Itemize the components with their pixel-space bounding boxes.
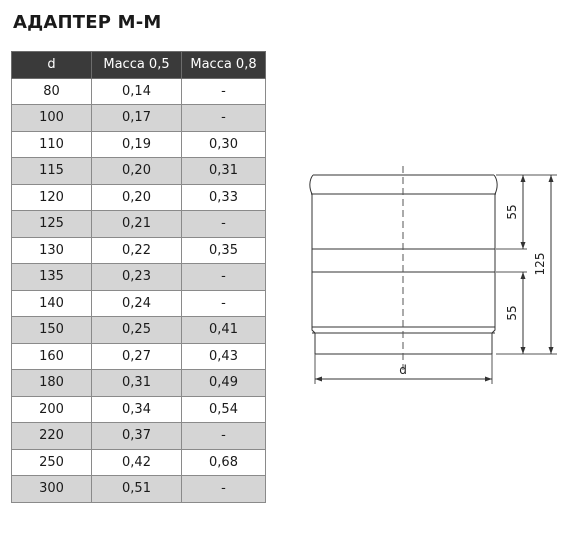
cell-mass-05: 0,51 [92,476,182,503]
cell-mass-08: 0,43 [182,343,266,370]
header-mass-08: Масса 0,8 [182,52,266,79]
cell-mass-08: 0,33 [182,184,266,211]
cell-diameter: 80 [12,78,92,105]
cell-mass-08: 0,68 [182,449,266,476]
arrow-125-down [549,347,554,354]
cell-mass-08: - [182,78,266,105]
cell-mass-08: - [182,476,266,503]
cell-diameter: 110 [12,131,92,158]
cell-diameter: 220 [12,423,92,450]
cell-diameter: 250 [12,449,92,476]
cell-mass-05: 0,42 [92,449,182,476]
cell-mass-08: 0,35 [182,237,266,264]
cell-diameter: 125 [12,211,92,238]
cell-mass-05: 0,14 [92,78,182,105]
arrow-d-right [485,377,492,382]
cell-mass-05: 0,25 [92,317,182,344]
cell-mass-05: 0,21 [92,211,182,238]
cell-mass-08: 0,30 [182,131,266,158]
dimension-label-top-55: 55 [505,204,519,220]
arrow-55-bottom-up [521,272,526,279]
cell-mass-08: 0,31 [182,158,266,185]
cell-diameter: 140 [12,290,92,317]
arrow-55-bottom-down [521,347,526,354]
header-diameter: d [12,52,92,79]
cell-mass-08: - [182,264,266,291]
cell-mass-05: 0,17 [92,105,182,132]
cell-diameter: 300 [12,476,92,503]
arrow-55-top-up [521,175,526,182]
cell-mass-08: - [182,211,266,238]
cell-mass-05: 0,22 [92,237,182,264]
cell-diameter: 150 [12,317,92,344]
cell-mass-05: 0,24 [92,290,182,317]
header-mass-05: Масса 0,5 [92,52,182,79]
cell-mass-05: 0,19 [92,131,182,158]
dimension-label-125: 125 [533,252,547,276]
cell-mass-05: 0,31 [92,370,182,397]
cell-mass-05: 0,23 [92,264,182,291]
cell-diameter: 180 [12,370,92,397]
cell-mass-08: - [182,290,266,317]
cell-mass-05: 0,37 [92,423,182,450]
cell-diameter: 160 [12,343,92,370]
cell-diameter: 135 [12,264,92,291]
cell-diameter: 200 [12,396,92,423]
cell-diameter: 115 [12,158,92,185]
cell-mass-08: 0,49 [182,370,266,397]
cell-mass-08: - [182,423,266,450]
arrow-55-top-down [521,242,526,249]
cell-mass-05: 0,34 [92,396,182,423]
cell-mass-05: 0,20 [92,184,182,211]
cell-mass-05: 0,27 [92,343,182,370]
cell-diameter: 120 [12,184,92,211]
cell-diameter: 100 [12,105,92,132]
arrow-d-left [315,377,322,382]
dimension-label-d: d [399,363,407,377]
arrow-125-up [549,175,554,182]
cell-mass-08: - [182,105,266,132]
cell-mass-08: 0,41 [182,317,266,344]
dimension-label-bottom-55: 55 [505,305,519,321]
cell-diameter: 130 [12,237,92,264]
cell-mass-08: 0,54 [182,396,266,423]
page-title: АДАПТЕР М-М [13,12,162,33]
cell-mass-05: 0,20 [92,158,182,185]
